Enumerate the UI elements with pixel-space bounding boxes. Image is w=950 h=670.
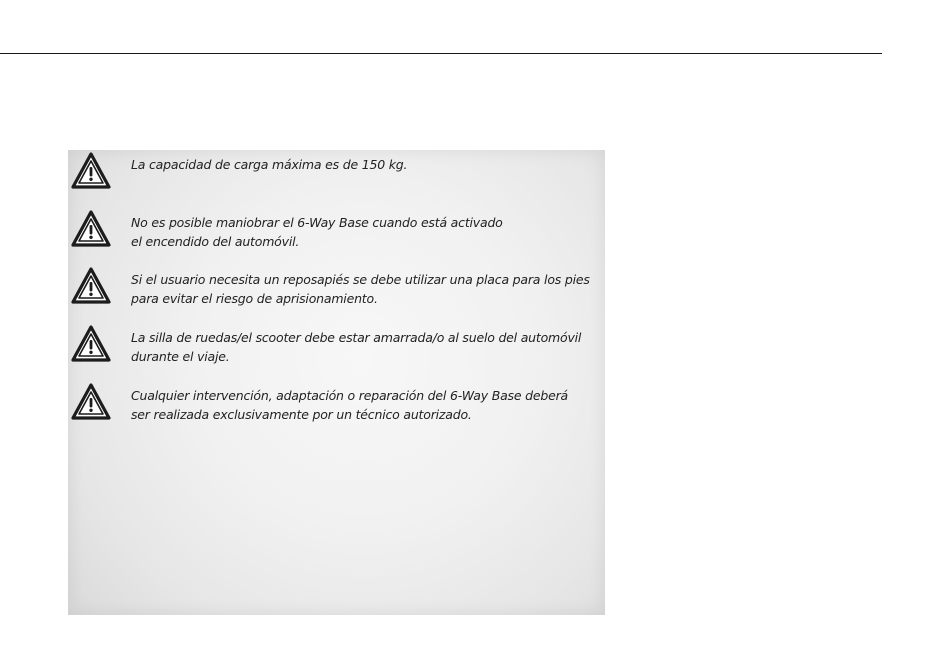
warning-text — [131, 155, 601, 174]
warning-triangle-icon — [71, 267, 111, 305]
warning-text-line: La silla de ruedas/el scooter debe estar amarrada/o al suelo del automóvil — [131, 330, 582, 345]
warning-text-line: el encendido del automóvil. — [131, 234, 300, 249]
warning-item-3 — [68, 267, 605, 311]
warning-item-5 — [68, 383, 605, 427]
warning-text — [131, 213, 601, 251]
warning-text — [131, 270, 601, 308]
warning-triangle-icon — [71, 325, 111, 363]
warning-text-line: durante el viaje. — [131, 349, 230, 364]
warning-triangle-icon — [71, 210, 111, 248]
warning-text-line: No es posible maniobrar el 6-Way Base cuando está activado — [131, 215, 503, 230]
top-divider-rule — [0, 53, 882, 54]
warning-triangle-icon — [71, 383, 111, 421]
warning-item-2 — [68, 210, 605, 254]
warning-text-line: La capacidad de carga máxima es de 150 kg. — [131, 157, 408, 172]
warning-item-4 — [68, 325, 605, 369]
warning-triangle-icon — [71, 152, 111, 190]
warning-text — [131, 328, 601, 366]
warning-panel — [68, 150, 605, 615]
warning-text — [131, 386, 601, 424]
warning-text-line: Cualquier intervención, adaptación o reparación del 6-Way Base deberá — [131, 388, 568, 403]
warning-text-line: Si el usuario necesita un reposapiés se debe utilizar una placa para los pies — [131, 272, 590, 287]
warning-text-line: para evitar el riesgo de aprisionamiento. — [131, 291, 378, 306]
warning-item-1 — [68, 152, 605, 196]
warning-text-line: ser realizada exclusivamente por un técnico autorizado. — [131, 407, 472, 422]
